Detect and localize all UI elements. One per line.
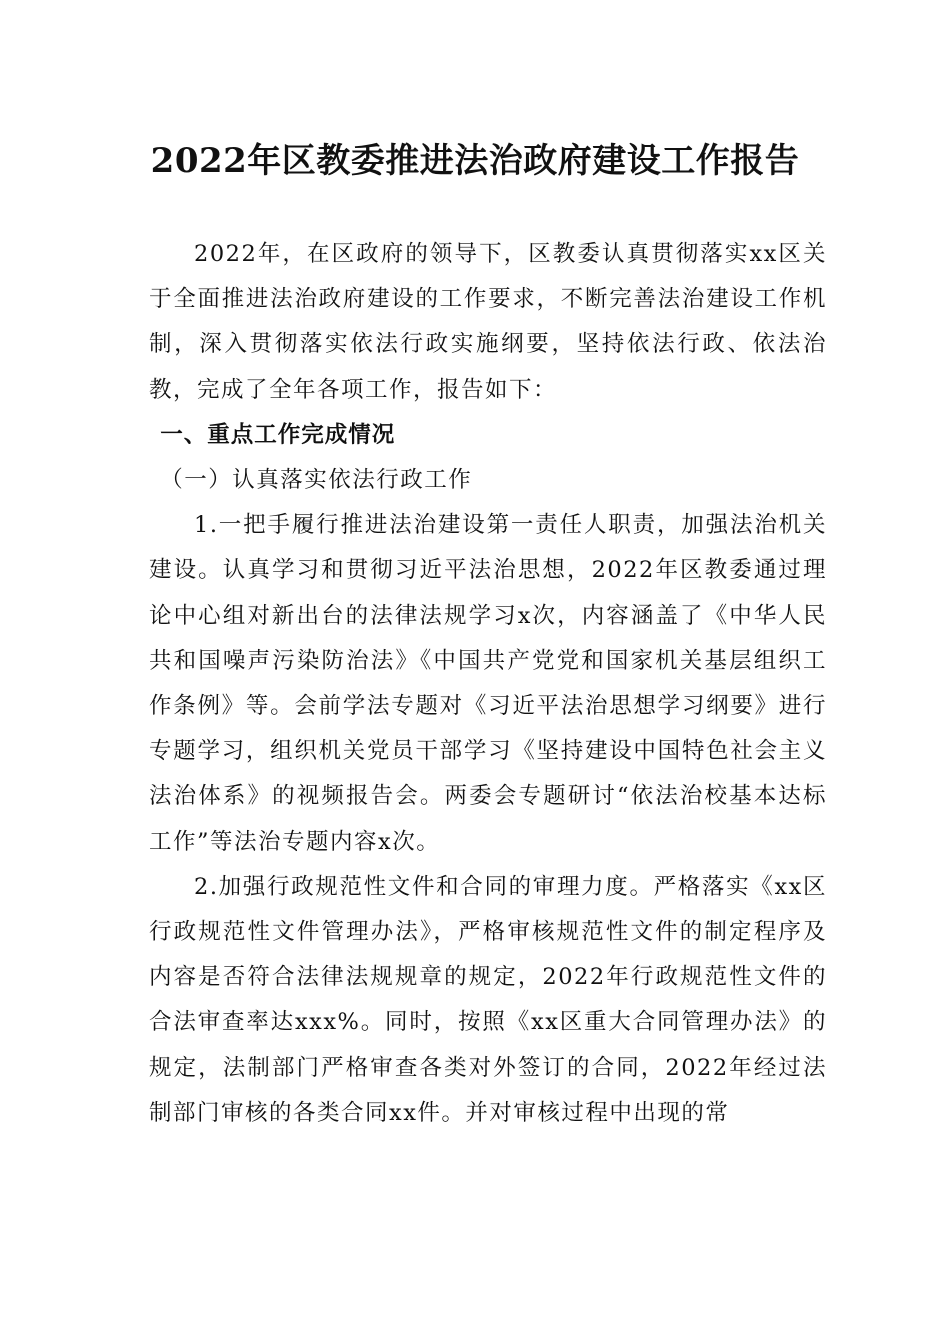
subsection-heading: （一）认真落实依法行政工作	[160, 467, 473, 494]
item-1-paragraph: 1.一把手履行推进法治建设第一责任人职责，加强法治机关建设。认真学习和贯彻习近平法治思想，2022年区教委通过理论中心组对新出台的法律法规学习x次，内容涵盖了《中华人民共和国噪声污染防治法》《中国共产党党和国家机关基层组织工作条例》等。会前学法专题对《习近平法治思想学习纲要》进行专题学习，组织机关党员干部学习《坚持建设中国特色社会主义法治体系》的视频报告会。两委会专题研讨“依法治校基本达标工作”等法治专题内容x次。	[149, 512, 827, 855]
document-body	[149, 232, 827, 1136]
item-2-paragraph: 2.加强行政规范性文件和合同的审理力度。严格落实《xx区行政规范性文件管理办法》，严格审核规范性文件的制定程序及内容是否符合法律法规规章的规定，2022年行政规范性文件的合法审查率达xxx%。同时，按照《xx区重大合同管理办法》的规定，法制部门严格审查各类对外签订的合同，2022年经过法制部门审核的各类合同xx件。并对审核过程中出现的常	[149, 873, 827, 1126]
section-heading: 一、重点工作完成情况	[160, 421, 396, 448]
intro-paragraph: 2022年，在区政府的领导下，区教委认真贯彻落实xx区关于全面推进法治政府建设的工作要求，不断完善法治建设工作机制，深入贯彻落实依法行政实施纲要，坚持依法行政、依法治教，完成了全年各项工作，报告如下：	[149, 241, 827, 403]
document-title: 2022年区教委推进法治政府建设工作报告	[150, 141, 800, 181]
